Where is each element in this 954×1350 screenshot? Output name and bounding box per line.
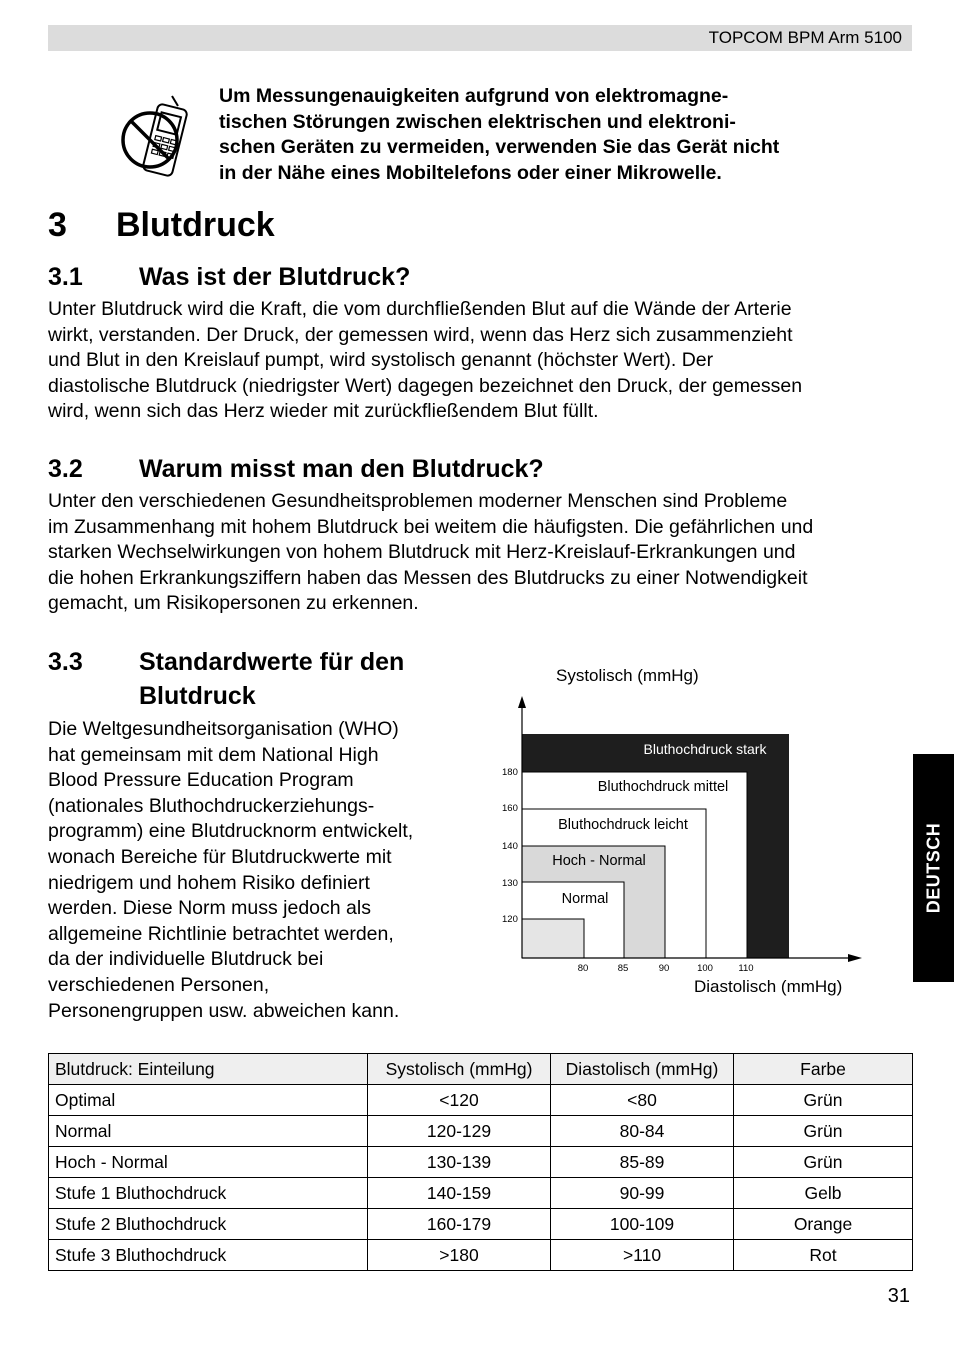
- table-cell: Grün: [734, 1116, 913, 1147]
- table-cell: <120: [368, 1085, 551, 1116]
- text-line: Unter Blutdruck wird die Kraft, die vom durchfließenden Blut auf die Wände der Arterie: [48, 298, 792, 320]
- table-row: [49, 1116, 913, 1147]
- table-header-row: [49, 1054, 913, 1085]
- table-cell: <80: [551, 1085, 734, 1116]
- text-line: programm) eine Blutdrucknorm entwickelt,: [48, 820, 414, 843]
- chapter-number: 3: [48, 206, 67, 244]
- table-cell: Rot: [734, 1240, 913, 1271]
- x-tick-label: 80: [577, 963, 589, 974]
- text-line: da der individuelle Blutdruck bei: [48, 948, 324, 971]
- region-label-mittel: Bluthochdruck mittel: [597, 779, 729, 795]
- text-line: werden. Diese Norm muss jedoch als: [48, 897, 371, 920]
- table-cell: Stufe 3 Bluthochdruck: [49, 1240, 368, 1271]
- text-line: starken Wechselwirkungen von hohem Blutdruck mit Herz-Kreislauf-Erkrankungen und: [48, 541, 796, 564]
- language-tab-label: DEUTSCH: [923, 822, 943, 914]
- chapter-heading: [48, 206, 275, 245]
- text-line: Unter den verschiedenen Gesundheitsproblemen moderner Menschen sind Probleme: [48, 490, 788, 512]
- no-mobile-phone-icon: [112, 92, 202, 188]
- table-cell: 160-179: [368, 1209, 551, 1240]
- x-tick-label: 100: [697, 963, 713, 974]
- table-header-cell: Farbe: [734, 1054, 913, 1085]
- language-tab: [913, 754, 954, 982]
- table-cell: Grün: [734, 1147, 913, 1178]
- table-cell: 140-159: [368, 1178, 551, 1209]
- region-label-stark: Bluthochdruck stark: [643, 741, 767, 757]
- region-label-leicht: Bluthochdruck leicht: [558, 817, 688, 833]
- section-title: Was ist der Blutdruck?: [139, 263, 411, 291]
- warning-line: tischen Störungen zwischen elektrischen und elektroni-: [219, 110, 736, 133]
- table-cell: Optimal: [49, 1085, 368, 1116]
- warning-text: [219, 84, 879, 186]
- blood-pressure-table: [48, 1053, 913, 1271]
- text-line: im Zusammenhang mit hohem Blutdruck bei weitem die häufigsten. Die gefährlichen und: [48, 515, 814, 538]
- text-line: Die Weltgesundheitsorganisation (WHO): [48, 718, 399, 740]
- y-axis-arrow: [518, 696, 526, 708]
- table-row: [49, 1240, 913, 1271]
- chapter-title: Blutdruck: [116, 206, 275, 244]
- table-cell: >180: [368, 1240, 551, 1271]
- y-tick-label: 180: [502, 767, 518, 778]
- text-line: hat gemeinsam mit dem National High: [48, 743, 379, 766]
- table-cell: Gelb: [734, 1178, 913, 1209]
- text-line: Blood Pressure Education Program: [48, 769, 354, 792]
- page-number: 31: [887, 1285, 910, 1307]
- y-tick-label: 120: [502, 914, 518, 925]
- table-row: [49, 1085, 913, 1116]
- table-header-cell: Diastolisch (mmHg): [551, 1054, 734, 1085]
- table-cell: Normal: [49, 1116, 368, 1147]
- x-tick-label: 85: [617, 963, 629, 974]
- text-line: niedrigem und hohem Risiko definiert: [48, 871, 370, 894]
- warning-line: schen Geräten zu vermeiden, verwenden Sie das Gerät nicht: [219, 136, 780, 158]
- text-line: allgemeine Richtlinie betrachtet werden,: [48, 922, 394, 945]
- warning-line: in der Nähe eines Mobiltelefons oder einer Mikrowelle.: [219, 161, 722, 184]
- text-line: wonach Bereiche für Blutdruckwerte mit: [48, 845, 392, 868]
- x-tick-label: 110: [738, 963, 754, 974]
- x-tick-label: 90: [658, 963, 670, 974]
- table-cell: 80-84: [551, 1116, 734, 1147]
- section-title: Standardwerte für den: [139, 648, 405, 676]
- table-header-cell: Systolisch (mmHg): [368, 1054, 551, 1085]
- region-label-hoch-normal: Hoch - Normal: [552, 853, 646, 869]
- y-tick-label: 140: [502, 841, 518, 852]
- table-cell: Orange: [734, 1209, 913, 1240]
- text-line: gemacht, um Risikopersonen zu erkennen.: [48, 592, 419, 615]
- section-number: 3.2: [48, 455, 83, 483]
- section-number: 3.3: [48, 648, 83, 676]
- section-title: Blutdruck: [139, 682, 256, 710]
- warning-line: Um Messungenauigkeiten aufgrund von elektromagne-: [219, 85, 729, 107]
- text-line: und Blut in den Kreislauf pumpt, wird systolisch genannt (höchster Wert). Der: [48, 349, 714, 372]
- text-line: die hohen Erkrankungsziffern haben das Messen des Blutdrucks zu einer Notwendigkeit: [48, 566, 808, 589]
- text-line: diastolische Blutdruck (niedrigster Wert) dagegen bezeichnet den Druck, der gemessen: [48, 374, 803, 397]
- table-cell: Grün: [734, 1085, 913, 1116]
- text-line: wirkt, verstanden. Der Druck, der gemessen wird, wenn das Herz sich zusammenzieht: [48, 323, 793, 346]
- text-line: Personengruppen usw. abweichen kann.: [48, 999, 400, 1022]
- header-bar: [48, 25, 912, 51]
- text-line: (nationales Bluthochdruckerziehungs-: [48, 794, 375, 817]
- x-axis-title: Diastolisch (mmHg): [694, 977, 843, 996]
- text-line: verschiedenen Personen,: [48, 973, 270, 996]
- table-row: [49, 1209, 913, 1240]
- table-cell: Stufe 2 Bluthochdruck: [49, 1209, 368, 1240]
- region-optimal: [522, 919, 584, 958]
- section-3-2-text: [48, 489, 914, 617]
- text-line: wird, wenn sich das Herz wieder mit zurückfließendem Blut füllt.: [48, 400, 599, 423]
- table-cell: Stufe 1 Bluthochdruck: [49, 1178, 368, 1209]
- y-tick-label: 160: [502, 803, 518, 814]
- y-tick-label: 130: [502, 878, 518, 889]
- x-axis-arrow: [848, 954, 862, 962]
- section-title: Warum misst man den Blutdruck?: [139, 455, 544, 483]
- section-3-3-text: [48, 717, 478, 1024]
- section-number: 3.1: [48, 263, 83, 291]
- region-label-normal: Normal: [561, 891, 609, 907]
- section-3-1-text: [48, 297, 914, 425]
- table-cell: >110: [551, 1240, 734, 1271]
- table-cell: 120-129: [368, 1116, 551, 1147]
- table-row: [49, 1147, 913, 1178]
- table-cell: Hoch - Normal: [49, 1147, 368, 1178]
- table-cell: 100-109: [551, 1209, 734, 1240]
- table-cell: 85-89: [551, 1147, 734, 1178]
- header-title: TOPCOM BPM Arm 5100: [708, 28, 902, 47]
- y-axis-title: Systolisch (mmHg): [556, 666, 699, 685]
- table-header-cell: Blutdruck: Einteilung: [49, 1054, 368, 1085]
- table-cell: 130-139: [368, 1147, 551, 1178]
- table-row: [49, 1178, 913, 1209]
- table-cell: 90-99: [551, 1178, 734, 1209]
- blood-pressure-chart: [490, 660, 880, 1005]
